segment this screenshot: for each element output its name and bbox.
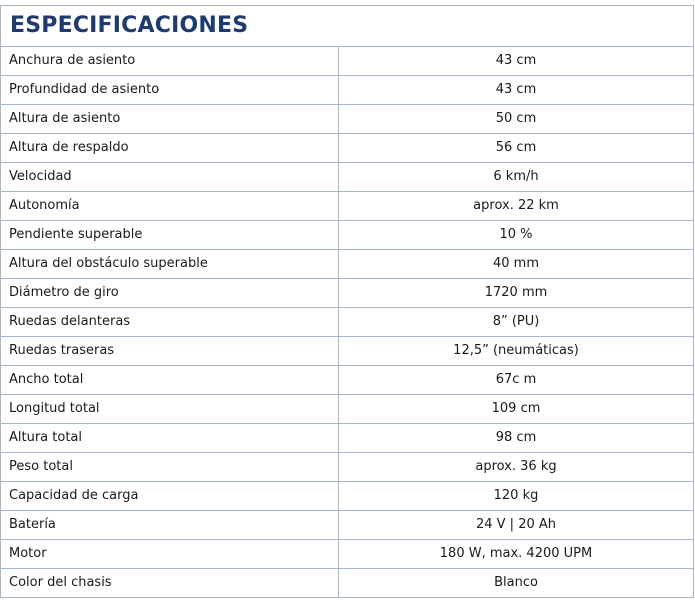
spec-row — [1, 163, 694, 192]
spec-value: 56 cm — [339, 134, 694, 163]
spec-row — [1, 221, 694, 250]
spec-row — [1, 540, 694, 569]
spec-row — [1, 308, 694, 337]
spec-row — [1, 192, 694, 221]
spec-row — [1, 424, 694, 453]
spec-label: Motor — [1, 540, 339, 569]
spec-value: 40 mm — [339, 250, 694, 279]
spec-value: 109 cm — [339, 395, 694, 424]
spec-value: 50 cm — [339, 105, 694, 134]
spec-value: 43 cm — [339, 47, 694, 76]
spec-row — [1, 47, 694, 76]
spec-row — [1, 453, 694, 482]
spec-value: 1720 mm — [339, 279, 694, 308]
spec-label: Autonomía — [1, 192, 339, 221]
spec-label: Color del chasis — [1, 569, 339, 598]
spec-row — [1, 482, 694, 511]
spec-label: Profundidad de asiento — [1, 76, 339, 105]
spec-row — [1, 105, 694, 134]
spec-label: Altura de asiento — [1, 105, 339, 134]
spec-row — [1, 250, 694, 279]
spec-label: Altura del obstáculo superable — [1, 250, 339, 279]
spec-row — [1, 511, 694, 540]
spec-row — [1, 569, 694, 598]
spec-label: Pendiente superable — [1, 221, 339, 250]
spec-label: Capacidad de carga — [1, 482, 339, 511]
spec-value: 98 cm — [339, 424, 694, 453]
spec-value: 120 kg — [339, 482, 694, 511]
spec-value: 10 % — [339, 221, 694, 250]
spec-value: 67c m — [339, 366, 694, 395]
title-row — [1, 6, 694, 47]
table-title: ESPECIFICACIONES — [1, 6, 694, 47]
spec-label: Altura de respaldo — [1, 134, 339, 163]
spec-value: 24 V | 20 Ah — [339, 511, 694, 540]
spec-value: Blanco — [339, 569, 694, 598]
spec-label: Batería — [1, 511, 339, 540]
spec-label: Velocidad — [1, 163, 339, 192]
specifications-table — [0, 5, 694, 598]
spec-value: 6 km/h — [339, 163, 694, 192]
spec-value: 12,5” (neumáticas) — [339, 337, 694, 366]
spec-label: Ruedas traseras — [1, 337, 339, 366]
spec-label: Longitud total — [1, 395, 339, 424]
spec-row — [1, 76, 694, 105]
spec-value: 180 W, max. 4200 UPM — [339, 540, 694, 569]
spec-row — [1, 337, 694, 366]
spec-label: Ancho total — [1, 366, 339, 395]
spec-row — [1, 134, 694, 163]
spec-row — [1, 395, 694, 424]
spec-label: Ruedas delanteras — [1, 308, 339, 337]
spec-row — [1, 366, 694, 395]
specifications-body — [1, 6, 694, 598]
spec-label: Anchura de asiento — [1, 47, 339, 76]
spec-value: aprox. 36 kg — [339, 453, 694, 482]
spec-label: Peso total — [1, 453, 339, 482]
spec-label: Altura total — [1, 424, 339, 453]
spec-value: aprox. 22 km — [339, 192, 694, 221]
spec-label: Diámetro de giro — [1, 279, 339, 308]
spec-row — [1, 279, 694, 308]
spec-value: 43 cm — [339, 76, 694, 105]
spec-value: 8” (PU) — [339, 308, 694, 337]
